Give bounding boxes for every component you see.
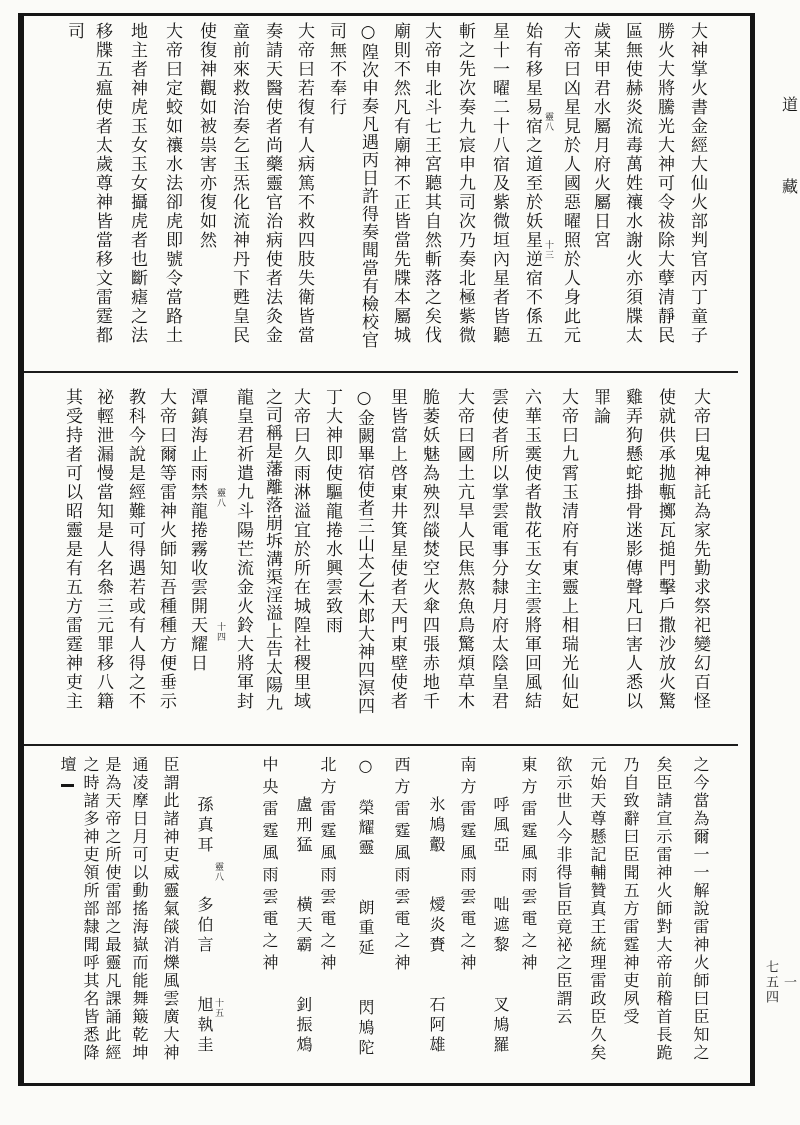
text-column: 其受持者可以昭靈是有五方雷霆神吏主 <box>62 388 82 711</box>
text-column: 司無不奉行 <box>326 22 346 117</box>
text-column: 通凌摩日月可以動搖海嶽而能舞簸乾坤 <box>130 756 149 1062</box>
text-column: 丁大神即使驅龍捲水興雲致雨 <box>322 388 342 635</box>
text-column: 司 <box>64 22 84 41</box>
deity-names-column-center: 孫真耳 多伯言 旭執圭 <box>195 756 214 1056</box>
page-number-digits: 七五四 <box>763 960 778 1005</box>
text-column: 勝火大將騰光大神可令祓除大孽清靜民 <box>654 22 674 345</box>
deity-heading-column-east: 東方雷霆風雨雲電之神 <box>519 756 538 976</box>
text-column: 之時諸多神吏領所部隸聞呼其名皆悉降 <box>81 756 100 1062</box>
deity-names-column-east: 呼風亞 咄遮黎 叉鳩羅 <box>491 756 510 1056</box>
text-column: 雲使者所以掌雲電事分隸月府太陰皇君 <box>488 388 508 711</box>
text-column: 廟則不然凡有廟神不正皆當先牒本屬城 <box>390 22 410 345</box>
text-column: 里皆當上啓東井箕星使者天門東壁使者 <box>387 388 407 711</box>
text-column: 童前來救治奏乞玉炁化流神丹下甦皇民 <box>229 22 249 345</box>
text-column: 大帝曰定蛟如禳水法卻虎即號令當路土 <box>162 22 182 345</box>
text-column: 始有移星易宿之道至於妖星逆宿不係五 <box>522 22 542 345</box>
text-column: 移牒五瘟使者太歲尊神皆當移文雷霆都 <box>92 22 112 345</box>
text-column: 大帝曰鬼神託為家先勤求祭祀變幻百怪 <box>690 388 710 711</box>
text-column: 大帝曰若復有人病篤不救四肢失衛皆當 <box>294 22 314 345</box>
text-column: 斬之先次奏九宸申九司次乃奏北極紫微 <box>455 22 475 345</box>
text-column: 欲示世人今非得旨臣竟祕之臣謂云 <box>554 756 573 1026</box>
altar-emphasis-mark <box>61 784 74 787</box>
deity-names-column-north: 盧刑猛 橫天霸 釗振鴆 <box>294 756 313 1056</box>
text-column: 大帝曰久雨淋溢宜於所在城隍社稷里域 <box>290 388 310 711</box>
text-column: 矣臣請宣示雷神火師對大帝前稽首長跪 <box>654 756 673 1062</box>
text-column: 臣謂此諸神吏威靈氣燄消爍風雲廣大神 <box>161 756 180 1062</box>
text-column: 地主者神虎玉女玉女攝虎者也斷瘧之法 <box>127 22 147 345</box>
text-column: 祕輕泄漏慢當知是人名叅三元罪移八籍 <box>93 388 113 711</box>
text-column: 龍皇君祈遣九斗陽芒流金火鈴大將軍封 <box>233 388 253 711</box>
register-divider-2 <box>24 744 738 746</box>
page-number-prefix: 一 <box>781 975 796 990</box>
text-column: 大神掌火書金經大仙火部判官丙丁童子 <box>687 22 707 345</box>
text-column: 大帝申北斗七王宮聽其自然斬落之矣伐 <box>421 22 441 345</box>
text-column: 使就供承拋甎擲瓦搥門擊戶撒沙放火驚 <box>655 388 675 711</box>
page-number <box>763 960 797 1005</box>
text-column: 奏請天醫使者尚藥靈官治病使者法灸金 <box>262 22 282 345</box>
folio-marker-book: 靈八 <box>543 112 553 132</box>
text-column: 區無使赫炎流毒萬姓禳水謝火亦須牒太 <box>622 22 642 345</box>
deity-heading-column-west: 西方雷霆風雨雲電之神 <box>392 756 411 976</box>
text-column: ○金闕畢宿使者三山太乙木郎大神四溟四 <box>354 388 374 715</box>
text-column: 大帝曰國土亢旱人民焦熬魚鳥驚煩草木 <box>454 388 474 711</box>
text-column: 歲某甲君水屬月府火屬日宮 <box>590 22 610 250</box>
text-column: 星十一曜二十八宿及紫微垣內星者皆聽 <box>489 22 509 345</box>
text-column: 教科今說是經難可得遇若或有人得之不 <box>125 388 145 711</box>
text-column: 脆萎妖魅為殃烈燄焚空火傘四張赤地千 <box>419 388 439 711</box>
text-column: 大帝曰凶星見於人國惡曜照於人身此元 <box>560 22 580 345</box>
text-column: 是為天帝之所使雷部之最靈凡課誦此經 <box>103 756 122 1062</box>
deity-heading-column-center: 中央雷霆風雨雲電之神 <box>260 756 279 976</box>
text-column: 乃自致辭曰臣聞五方雷霆神吏夙受 <box>621 756 640 1026</box>
folio-marker-leaf: 十三 <box>543 240 553 260</box>
text-column: 使復神觀如被祟害亦復如然 <box>196 22 216 250</box>
canon-label-zang: 藏 <box>781 177 798 196</box>
text-column: 元始天尊懸記輔贊真王統理雷政臣久矣 <box>588 756 607 1062</box>
text-column: 壇 <box>58 756 77 774</box>
text-column: 罪論 <box>590 388 610 426</box>
register-divider-1 <box>24 371 738 373</box>
text-column: 潭鎮海止雨禁龍捲霧收雲開天耀日 <box>187 388 207 673</box>
deity-heading-column-south: 南方雷霆風雨雲電之神 <box>458 756 477 976</box>
text-column: 六華玉霙使者散花玉女主雲將軍回風結 <box>521 388 541 711</box>
text-column: 之今當為爾一一解說雷神火師曰臣知之 <box>691 756 710 1062</box>
text-column: 大帝曰爾等雷神火師知吾種種方便垂示 <box>156 388 176 711</box>
text-column: 大帝曰九霄玉清府有東靈上相瑞光仙妃 <box>558 388 578 711</box>
canon-label-dao: 道 <box>781 95 798 114</box>
folio-marker-book: 靈八 <box>215 488 225 508</box>
folio-marker-book: 靈八 <box>213 862 223 882</box>
text-column: ○隍次申奏凡遇丙日許得奏聞當有檢校官 <box>358 22 378 349</box>
folio-marker-leaf: 十五 <box>213 998 223 1018</box>
deity-names-column-south: 氷鳩鷇 燰炎賚 石阿雄 <box>427 756 446 1056</box>
deity-heading-column-north: 北方雷霆風雨雲電之神 <box>318 756 337 976</box>
text-column: 雞弄狗懸蛇掛骨迷影傳聲凡曰害人悉以 <box>622 388 642 711</box>
deity-names-column-west: ○ 榮耀靈 朗重延 閃鳩陀 <box>356 756 375 1059</box>
folio-marker-leaf: 十四 <box>215 622 225 642</box>
text-column: 之司稱是藩離落崩坼溝渠淫溢上告太陽九 <box>262 388 282 712</box>
